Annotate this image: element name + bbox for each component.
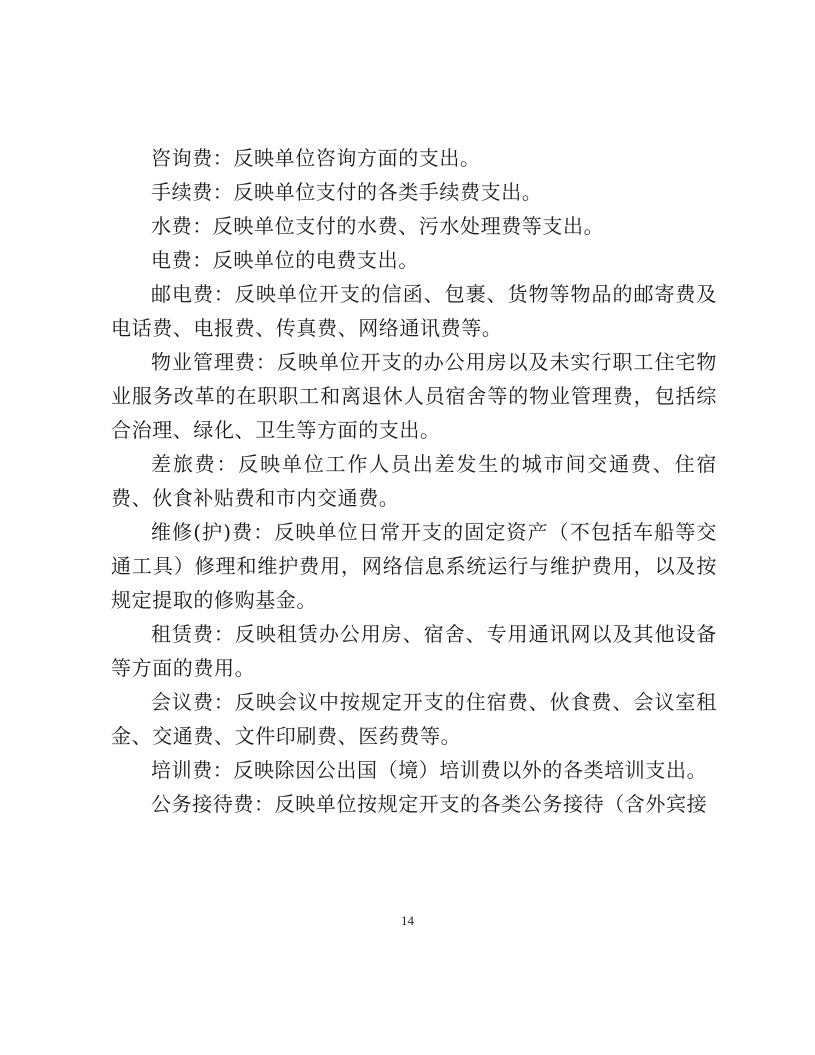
paragraph-postal-telecom-fee: 邮电费：反映单位开支的信函、包裹、货物等物品的邮寄费及电话费、电报费、传真费、网络通讯费等。: [111, 282, 717, 340]
paragraph-training-fee: 培训费：反映除因公出国（境）培训费以外的各类培训支出。: [151, 758, 708, 782]
page-number: 14: [401, 913, 414, 928]
paragraph-electricity-fee: 电费：反映单位的电费支出。: [151, 248, 419, 272]
paragraph-property-management-fee: 物业管理费：反映单位开支的办公用房以及未实行职工住宅物业服务改革的在职职工和离退休人员宿舍等的物业管理费，包括综合治理、绿化、卫生等方面的支出。: [111, 350, 717, 442]
paragraph-rental-fee: 租赁费：反映租赁办公用房、宿舍、专用通讯网以及其他设备等方面的费用。: [111, 622, 717, 680]
paragraph-travel-expense: 差旅费：反映单位工作人员出差发生的城市间交通费、住宿费、伙食补贴费和市内交通费。: [111, 452, 717, 510]
paragraph-handling-fee: 手续费：反映单位支付的各类手续费支出。: [151, 180, 543, 204]
document-body: [111, 141, 717, 821]
paragraph-maintenance-fee: 维修(护)费：反映单位日常开支的固定资产（不包括车船等交通工具）修理和维护费用，网络信息系统运行与维护费用，以及按规定提取的修购基金。: [111, 520, 717, 612]
paragraph-consulting-fee: 咨询费：反映单位咨询方面的支出。: [151, 146, 481, 170]
paragraph-meeting-fee: 会议费：反映会议中按规定开支的住宿费、伙食费、会议室租金、交通费、文件印刷费、医药费等。: [111, 690, 717, 748]
paragraph-reception-fee: 公务接待费：反映单位按规定开支的各类公务接待（含外宾接: [151, 792, 708, 816]
paragraph-water-fee: 水费：反映单位支付的水费、污水处理费等支出。: [151, 214, 605, 238]
